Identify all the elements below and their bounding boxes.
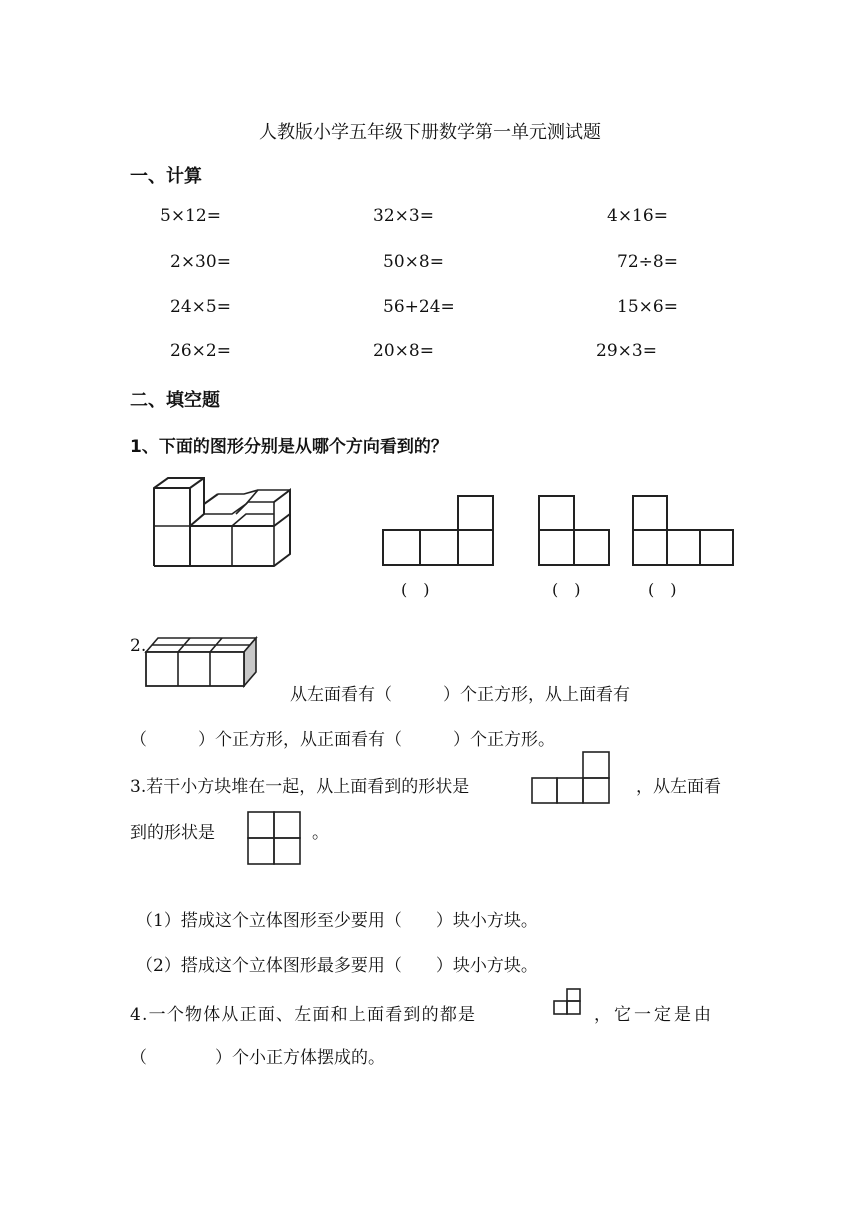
calc-item: 15×6= (617, 297, 678, 317)
calc-item: 5×12= (160, 206, 221, 226)
question-3-line-1b: ，从左面看 (636, 777, 721, 797)
question-2-line-1: 从左面看有（ ）个正方形，从上面看有 (290, 685, 630, 705)
question-3-sub-2: （2）搭成这个立体图形最多要用（ ）块小方块。 (136, 956, 538, 976)
calc-item: 32×3= (373, 206, 434, 226)
top-view-figure (530, 750, 612, 806)
answer-blank-b[interactable]: ( ) (552, 580, 581, 599)
question-4-line-2: （ ）个小正方体摆成的。 (130, 1048, 385, 1068)
calc-item: 56+24= (383, 297, 455, 317)
cuboid-figure (144, 634, 258, 688)
calc-item: 72÷8= (617, 252, 678, 272)
section-2-heading: 二、填空题 (130, 390, 220, 411)
view-figure-c (630, 494, 736, 568)
view-figure-b (536, 494, 612, 568)
calc-item: 26×2= (170, 341, 231, 361)
section-1-heading: 一、计算 (130, 166, 202, 187)
page-title: 人教版小学五年级下册数学第一单元测试题 (259, 122, 601, 143)
calc-item: 29×3= (596, 341, 657, 361)
calc-item: 50×8= (383, 252, 444, 272)
answer-blank-a[interactable]: ( ) (401, 580, 430, 599)
l-shape-view-icon (552, 988, 584, 1016)
left-view-figure (246, 810, 304, 868)
question-1-text: 1、下面的图形分别是从哪个方向看到的？ (130, 437, 448, 457)
question-2-line-2: （ ）个正方形，从正面看有（ ）个正方形。 (130, 730, 555, 750)
question-3-line-2b: 。 (312, 823, 329, 843)
question-2-number: 2. (130, 636, 147, 656)
calc-item: 4×16= (607, 206, 668, 226)
question-4-line-1a: 4.一个物体从正面、左面和上面看到的都是 (130, 1005, 477, 1025)
question-3-line-1a: 3.若干小方块堆在一起，从上面看到的形状是 (130, 777, 470, 797)
calc-item: 2×30= (170, 252, 231, 272)
question-3-line-2a: 到的形状是 (130, 823, 215, 843)
cube-stack-figure (148, 474, 298, 570)
question-3-sub-1: （1）搭成这个立体图形至少要用（ ）块小方块。 (136, 911, 538, 931)
calc-item: 20×8= (373, 341, 434, 361)
question-4-line-1b: ，它一定是由 (594, 1005, 714, 1025)
view-figure-a (380, 494, 496, 568)
calc-item: 24×5= (170, 297, 231, 317)
answer-blank-c[interactable]: ( ) (648, 580, 677, 599)
